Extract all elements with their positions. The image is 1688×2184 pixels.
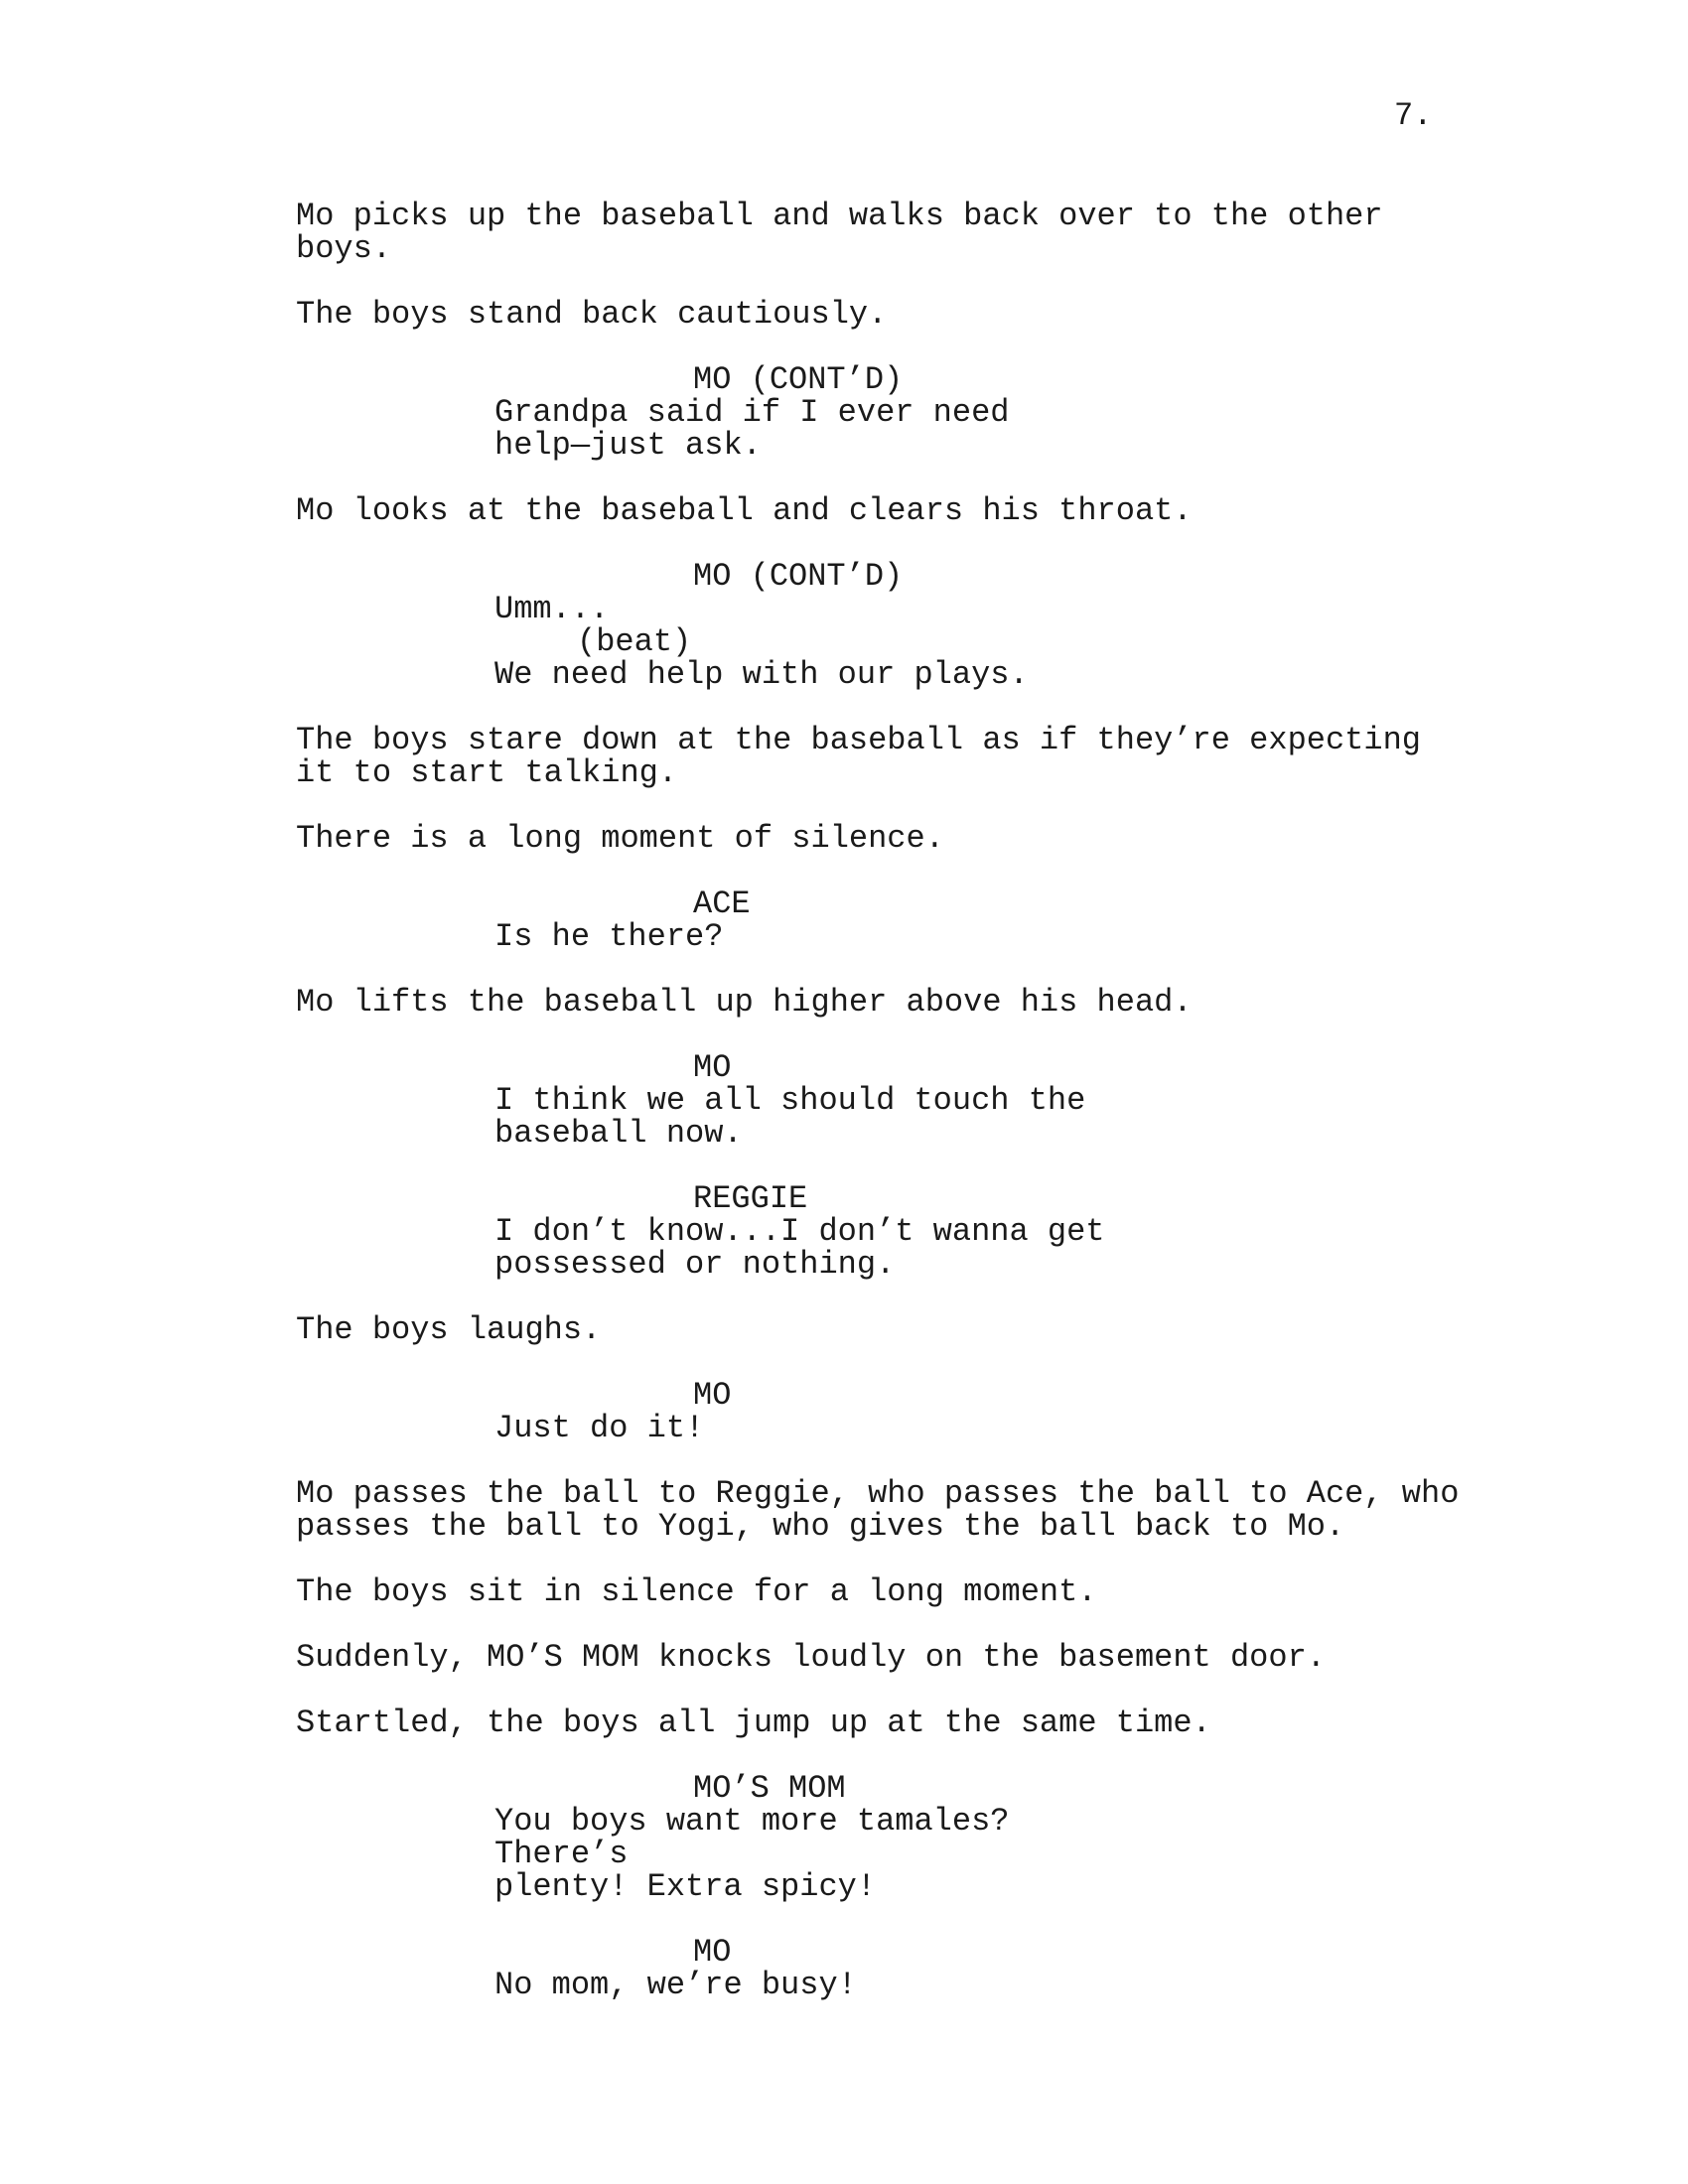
action-line: Mo passes the ball to Reggie, who passes the ball to Ace, who passes the ball to Yogi, who gives the ball back to Mo. [296, 1475, 1460, 1545]
dialogue-block [296, 1051, 1517, 1150]
script-body [296, 200, 1517, 2034]
character-name: MO [693, 1049, 732, 1086]
dialogue-block [296, 1182, 1517, 1281]
action-line: The boys stand back cautiously. [296, 296, 888, 333]
character-name: MO (CONT’D) [693, 361, 904, 398]
dialogue-line: Just do it! [494, 1410, 705, 1446]
action-line: Startled, the boys all jump up at the same time. [296, 1705, 1211, 1741]
dialogue-block [296, 1772, 1517, 1903]
action-line: Suddenly, MO’S MOM knocks loudly on the basement door. [296, 1639, 1326, 1676]
dialogue-line: You boys want more tamales? There’s plenty! Extra spicy! [494, 1803, 1010, 1905]
action-line: Mo looks at the baseball and clears his throat. [296, 492, 1193, 529]
page-number: 7. [1394, 97, 1433, 134]
dialogue-line: No mom, we’re busy! [494, 1967, 857, 2003]
dialogue-block [296, 1936, 1517, 2001]
dialogue-line: I don’t know...I don’t wanna get possessed or nothing. [494, 1213, 1105, 1283]
character-name: MO (CONT’D) [693, 558, 904, 595]
action-line: Mo lifts the baseball up higher above his head. [296, 984, 1193, 1021]
parenthetical: (beat) [577, 623, 692, 660]
character-name: MO [693, 1934, 732, 1971]
action-line: The boys laughs. [296, 1311, 602, 1348]
action-line: The boys stare down at the baseball as if they’re expecting it to start talking. [296, 722, 1421, 791]
dialogue-line: I think we all should touch the baseball now. [494, 1082, 1086, 1152]
dialogue-block [296, 887, 1517, 953]
character-name: MO [693, 1377, 732, 1414]
action-line: There is a long moment of silence. [296, 820, 944, 857]
dialogue-line: Grandpa said if I ever need help—just ask. [494, 394, 1010, 464]
dialogue-line: We need help with our plays. [494, 656, 1029, 693]
dialogue-line: Is he there? [494, 918, 724, 955]
dialogue-line: Umm... [494, 591, 610, 627]
dialogue-block [296, 1379, 1517, 1444]
action-line: Mo picks up the baseball and walks back over to the other boys. [296, 198, 1383, 267]
action-line: The boys sit in silence for a long moment. [296, 1573, 1097, 1610]
character-name: MO’S MOM [693, 1770, 846, 1807]
dialogue-block [296, 560, 1517, 691]
dialogue-block [296, 363, 1517, 462]
character-name: ACE [693, 886, 751, 922]
character-name: REGGIE [693, 1180, 808, 1217]
